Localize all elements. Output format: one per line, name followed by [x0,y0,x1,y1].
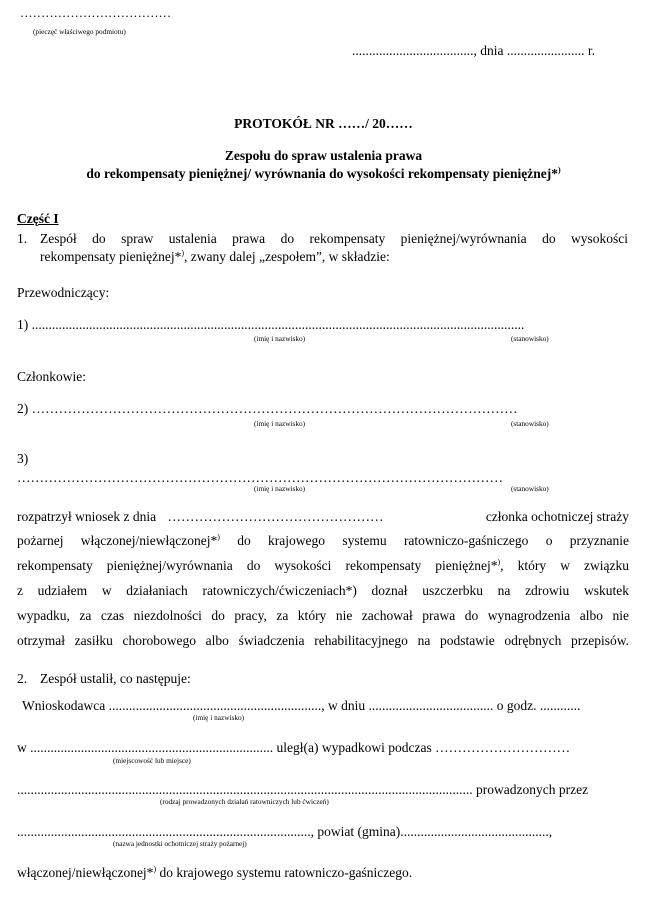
system-row [17,865,412,881]
unit-row: ......................................................................................., powiat (gmina)............................................, [17,824,553,839]
item-1-number: 1. [17,231,28,246]
part-2-heading: Zespół ustalił, co następuje: [40,671,191,686]
system-row-a: włączonej/niewłączonej* [17,865,154,880]
item-1-line-2 [40,249,390,265]
body-line-5: wypadku, za czas niezdolności do pracy, za który nie zachował prawa do wynagrodzenia albo nie [17,608,629,623]
body-line-1-a: rozpatrzył wniosek z dnia [17,509,157,524]
activity-row: ....................................................................................................................................... prowadzonych przez [17,782,589,797]
system-row-b: do krajowego systemu ratowniczo-gaśniczego. [156,865,413,880]
date-field: ....................... r. [506,43,596,58]
member-3-name-hint: (imię i nazwisko) [254,484,306,493]
unit-hint: (nazwa jednostki ochotniczej straży pożarnej) [113,839,247,848]
application-date-field: ………………………………………… [167,509,384,524]
body-line-3 [17,558,629,574]
applicant-name-hint: (imię i nazwisko) [193,713,245,722]
subtitle-2-footnote: ) [557,165,561,175]
protocol-subtitle-1: Zespołu do spraw ustalenia prawa [224,148,423,163]
protocol-title: PROTOKÓŁ NR ……/ 20…… [234,116,413,131]
accident-place-hint: (miejscowość lub miejsce) [113,756,191,765]
members-label: Członkowie: [17,369,86,384]
chair-row-1: 1) .................................................................................................................................................. [17,317,525,332]
place-date-line [352,43,595,59]
body-line-3-b: , który w związku [500,558,629,573]
body-line-2-a: pożarnej włączonej/niewłączonej* [17,533,218,548]
system-row-footnote: ) [153,864,157,874]
member-row-3-number: 3) [17,451,29,466]
item-1-footnote: ) [181,248,184,258]
body-line-2-b: do krajowego systemu ratowniczo-gaśniczego o przyznanie [219,533,629,548]
body-line-3-a: rekompensaty pieniężnej/wyrównania do wysokości rekompensaty pieniężnej* [17,558,498,573]
member-2-position-hint: (stanowisko) [511,419,549,428]
chair-name-hint: (imię i nazwisko) [254,334,306,343]
applicant-row: Wnioskodawca ..............................................................., w dniu ..................................... o godz. ............ [22,698,581,713]
member-3-position-hint: (stanowisko) [511,484,549,493]
stamp-dots: ……………………………… [20,6,172,20]
protocol-subtitle-2 [0,166,647,182]
part-2-number: 2. [17,671,28,686]
body-line-4: z udziałem w działaniach ratowniczych/ćwiczeniach*) doznał uszczerbku na zdrowiu wskutek [17,583,629,598]
chair-label: Przewodniczący: [17,285,110,300]
member-row-2: 2) ……………………………………………………………………………………………… [17,401,518,416]
body-line-2-footnote: ) [217,532,220,542]
body-line-6: otrzymał zasiłku chorobowego albo świadczenia rehabilitacyjnego na podstawie odrębnych przepisów. [17,633,629,648]
item-1-text-b: , zwany dalej „zespołem”, w składzie: [184,249,390,264]
subtitle-2-text: do rekompensaty pieniężnej/ wyrównania do wysokości rekompensaty pieniężnej* [86,166,558,181]
chair-position-hint: (stanowisko) [511,334,549,343]
item-1-line-1: Zespół do spraw ustalenia prawa do rekompensaty pieniężnej/wyrównania do wysokości [40,231,628,246]
body-line-1-b: członka ochotniczej straży [485,509,629,524]
accident-place-row: w ........................................................................ uległ(a) wypadkowi podczas ………………………… [17,740,571,755]
part-1-heading: Część I [17,211,59,226]
body-line-2 [17,533,629,549]
body-line-3-footnote: ) [497,557,501,567]
place-field: ...................................., dnia [352,43,504,58]
body-line-1 [17,509,629,525]
item-1-text-a: rekompensaty pieniężnej* [40,249,182,264]
member-2-name-hint: (imię i nazwisko) [254,419,306,428]
stamp-label: (pieczęć właściwego podmiotu) [33,27,126,36]
member-row-3: ……………………………………………………………………………………………… [17,470,503,485]
activity-hint: (rodzaj prowadzonych działań ratowniczych lub ćwiczeń) [160,797,329,806]
